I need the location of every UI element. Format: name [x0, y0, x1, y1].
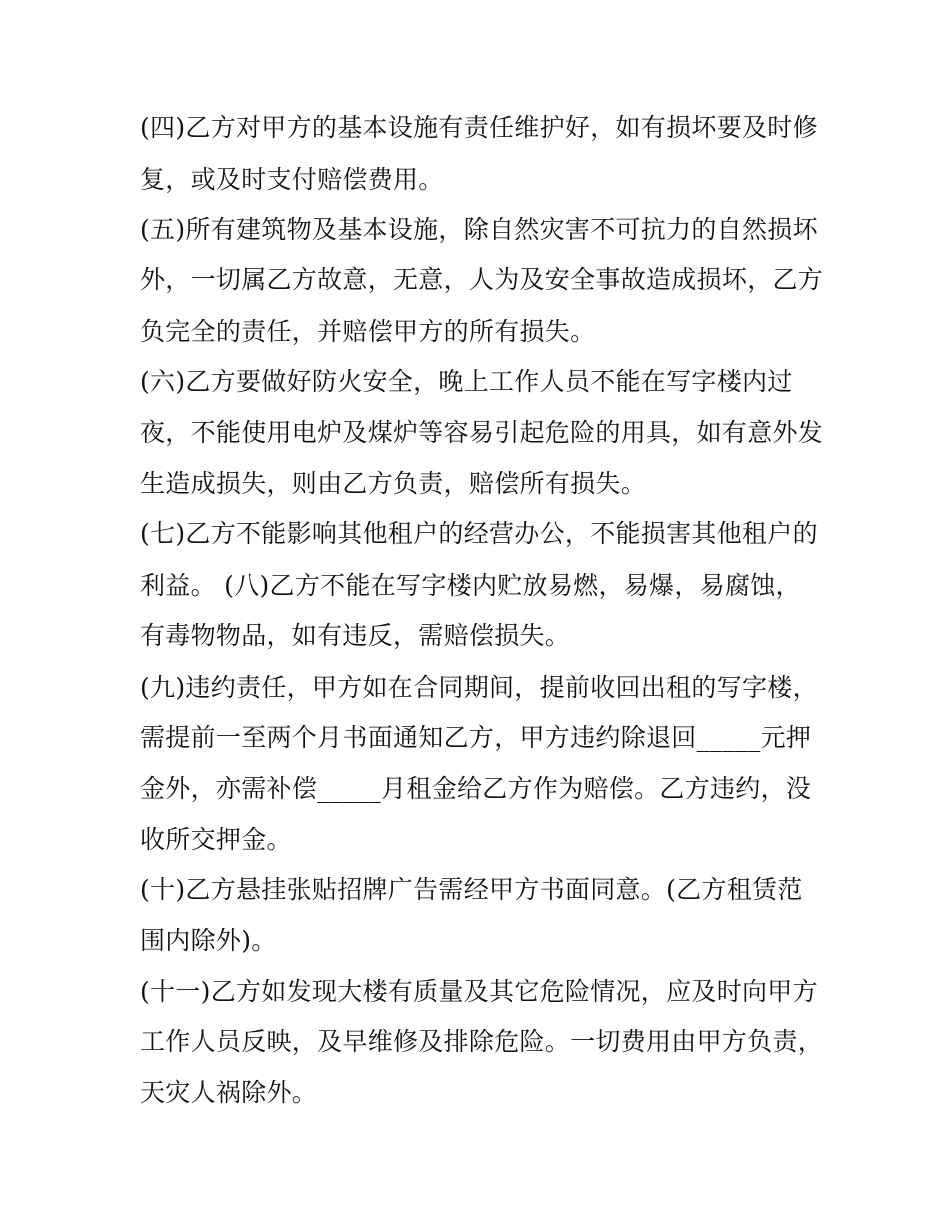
- text-line: 工作人员反映，及早维修及排除危险。一切费用由甲方负责，: [140, 1027, 824, 1056]
- text-line: 收所交押金。: [140, 825, 292, 854]
- text-line: (十一)乙方如发现大楼有质量及其它危险情况，应及时向甲方: [140, 977, 818, 1006]
- text-line: 金外，亦需补偿_____月租金给乙方作为赔偿。乙方违约，没: [140, 774, 812, 803]
- text-line: 利益。 (八)乙方不能在写字楼内贮放易燃，易爆，易腐蚀，: [140, 571, 801, 600]
- text-line: (九)违约责任，甲方如在合同期间，提前收回出租的写字楼，: [140, 673, 818, 702]
- text-line: (六)乙方要做好防火安全，晚上工作人员不能在写字楼内过: [140, 367, 793, 396]
- text-line: 围内除外)。: [140, 926, 277, 955]
- text-line: (七)乙方不能影响其他租户的经营办公，不能损害其他租户的: [140, 519, 818, 548]
- text-line: (四)乙方对甲方的基本设施有责任维护好，如有损坏要及时修: [140, 113, 818, 142]
- text-line: 负完全的责任，并赔偿甲方的所有损失。: [140, 317, 596, 346]
- text-line: 夜，不能使用电炉及煤炉等容易引起危险的用具，如有意外发: [140, 418, 824, 447]
- text-line: 生造成损失，则由乙方负责，赔偿所有损失。: [140, 469, 647, 498]
- text-line: 需提前一至两个月书面通知乙方，甲方违约除退回_____元押: [140, 723, 812, 752]
- text-line: 天灾人祸除外。: [140, 1078, 318, 1107]
- text-line: 外，一切属乙方故意，无意，人为及安全事故造成损坏，乙方: [140, 265, 824, 294]
- text-line: (五)所有建筑物及基本设施，除自然灾害不可抗力的自然损坏: [140, 215, 818, 244]
- text-line: 有毒物物品，如有违反，需赔偿损失。: [140, 621, 571, 650]
- text-line: (十)乙方悬挂张贴招牌广告需经甲方书面同意。(乙方租赁范: [140, 875, 803, 904]
- text-line: 复，或及时支付赔偿费用。: [140, 165, 444, 194]
